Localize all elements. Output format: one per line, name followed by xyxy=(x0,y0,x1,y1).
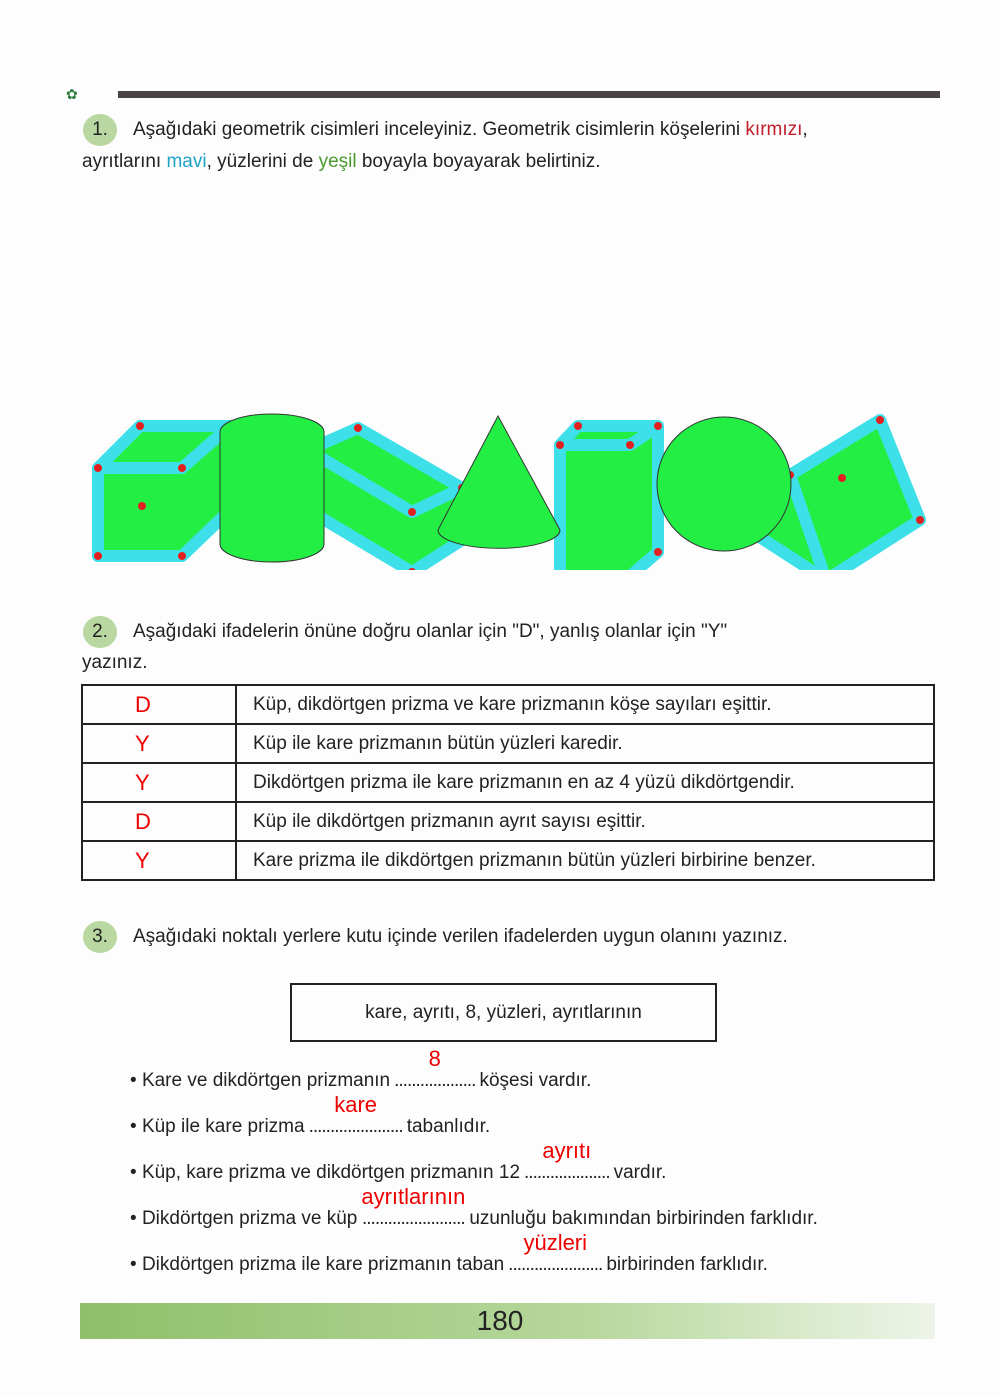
filled-answer: kare xyxy=(334,1092,378,1117)
table-row xyxy=(82,685,934,724)
square-prism-shape xyxy=(560,426,658,570)
table-row xyxy=(82,724,934,763)
leaf-icon: ✿ xyxy=(66,86,78,102)
statement-cell: Küp, dikdörtgen prizma ve kare prizmanın köşe sayıları eşittir. xyxy=(236,685,934,724)
header-divider xyxy=(118,91,940,98)
table-row xyxy=(82,763,934,802)
cylinder-shape xyxy=(220,414,324,562)
table-row xyxy=(82,841,934,880)
q2-instruction: Aşağıdaki ifadelerin önüne doğru olanlar için "D", yanlış olanlar için "Y" xyxy=(133,621,728,642)
filled-answer: 8 xyxy=(428,1046,441,1071)
filled-answer: ayrıtı xyxy=(542,1138,592,1163)
question-number-badge: 3. xyxy=(83,921,117,953)
q1-instruction-line1: Aşağıdaki geometrik cisimleri inceleyiniz. Geometrik cisimlerin köşelerini kırmızı, xyxy=(133,119,808,140)
answer-cell: Y xyxy=(82,724,236,763)
statement-cell: Küp ile kare prizmanın bütün yüzleri karedir. xyxy=(236,724,934,763)
fill-in-item: • Küp ile kare prizma kare ...................... tabanlıdır. xyxy=(130,1092,491,1137)
statement-cell: Küp ile dikdörtgen prizmanın ayrıt sayısı eşittir. xyxy=(236,802,934,841)
sphere-shape xyxy=(657,417,791,551)
q3-instruction: Aşağıdaki noktalı yerlere kutu içinde verilen ifadelerden uygun olanını yazınız. xyxy=(133,926,788,947)
page-number: 180 xyxy=(476,1305,524,1336)
filled-answer: yüzleri xyxy=(523,1230,588,1255)
fill-in-list xyxy=(130,1046,818,1276)
answer-cell: D xyxy=(82,685,236,724)
word-bank-box: kare, ayrıtı, 8, yüzleri, ayrıtlarının xyxy=(290,983,717,1042)
table-row xyxy=(82,802,934,841)
question-number-badge: 2. xyxy=(83,616,117,648)
fill-in-item: • Dikdörtgen prizma ve küp ayrıtlarının ........................ uzunluğu bakımından birbirinden farklıdır. xyxy=(130,1184,818,1229)
q2-instruction-cont: yazınız. xyxy=(82,652,148,673)
answer-cell: Y xyxy=(82,763,236,802)
statement-cell: Dikdörtgen prizma ile kare prizmanın en az 4 yüzü dikdörtgendir. xyxy=(236,763,934,802)
q1-instruction-line2: ayrıtlarını mavi, yüzlerini de yeşil boyayla boyayarak belirtiniz. xyxy=(82,151,601,172)
filled-answer: ayrıtlarının xyxy=(361,1184,466,1209)
rectangular-prism-shape xyxy=(308,428,462,570)
cube-shape xyxy=(98,426,230,556)
answer-cell: Y xyxy=(82,841,236,880)
question-number-badge: 1. xyxy=(83,114,117,146)
statement-cell: Kare prizma ile dikdörtgen prizmanın bütün yüzleri birbirine benzer. xyxy=(236,841,934,880)
fill-in-item: • Küp, kare prizma ve dikdörtgen prizmanın 12 ayrıtı .................... vardır. xyxy=(130,1138,667,1183)
answer-cell: D xyxy=(82,802,236,841)
geometric-shapes xyxy=(0,200,1000,570)
fill-in-item: • Dikdörtgen prizma ile kare prizmanın taban yüzleri ...................... birbirinden farklıdır. xyxy=(130,1230,768,1275)
fill-in-item: • Kare ve dikdörtgen prizmanın 8 ................... köşesi vardır. xyxy=(130,1046,592,1091)
true-false-table xyxy=(81,684,935,881)
